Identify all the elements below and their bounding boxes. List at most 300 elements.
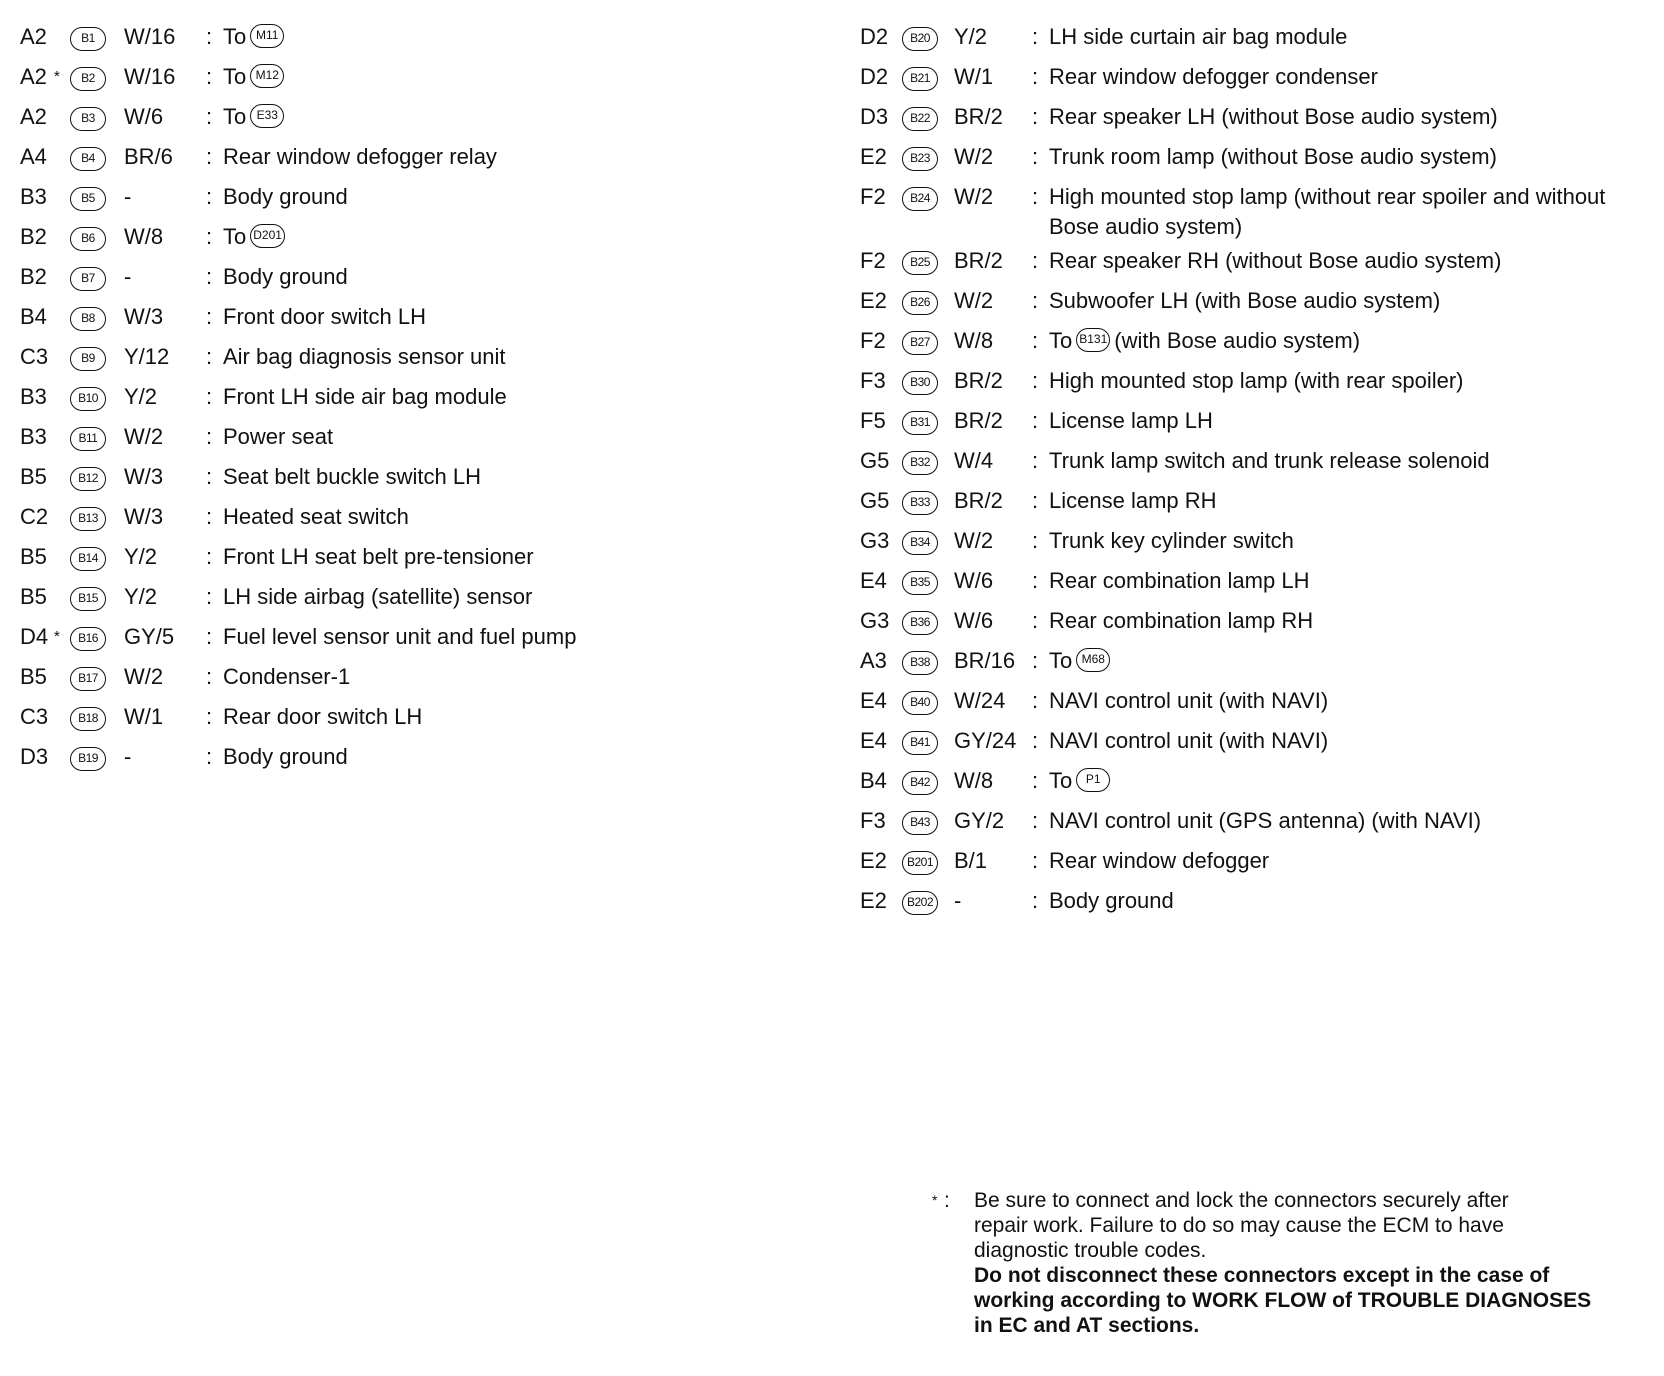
grid-ref: B5 xyxy=(20,544,47,569)
wire-color: Y/2 xyxy=(954,24,988,49)
connector-description xyxy=(1049,806,1481,836)
connector-row xyxy=(20,422,820,462)
connector-id-badge: B4 xyxy=(70,147,106,171)
colon-separator: : xyxy=(1032,728,1039,753)
grid-ref: A2 xyxy=(20,24,47,49)
connector-row xyxy=(860,726,1660,766)
wire-color: W/3 xyxy=(124,464,164,489)
reference-connector-badge: D201 xyxy=(250,224,285,248)
connector-description xyxy=(1049,846,1269,876)
reference-connector-badge: B131 xyxy=(1076,328,1110,352)
connector-row xyxy=(20,302,820,342)
connector-id-badge: B2 xyxy=(70,67,106,91)
description-text: Air bag diagnosis sensor unit xyxy=(223,344,506,369)
connector-row xyxy=(860,846,1660,886)
wire-color: BR/2 xyxy=(954,488,1003,513)
colon-separator: : xyxy=(1032,144,1039,169)
wire-color: W/6 xyxy=(954,568,994,593)
connector-row xyxy=(860,806,1660,846)
wire-color: - xyxy=(124,744,132,769)
connector-id-badge: B41 xyxy=(902,731,938,755)
description-text: Body ground xyxy=(1049,888,1174,913)
connector-row xyxy=(860,446,1660,486)
connector-id-badge: B32 xyxy=(902,451,938,475)
connector-row xyxy=(860,102,1660,142)
connector-row xyxy=(20,262,820,302)
connector-description xyxy=(1049,686,1328,716)
footnote-line: Be sure to connect and lock the connectors securely after xyxy=(974,1189,1509,1212)
connector-id-badge: B13 xyxy=(70,507,106,531)
colon-separator: : xyxy=(206,224,213,249)
colon-separator: : xyxy=(1032,648,1039,673)
colon-separator: : xyxy=(206,544,213,569)
reference-connector-badge: M11 xyxy=(250,24,284,48)
description-text: LH side airbag (satellite) sensor xyxy=(223,584,533,609)
colon-separator: : xyxy=(1032,184,1039,209)
colon-separator: : xyxy=(1032,768,1039,793)
grid-ref: F5 xyxy=(860,408,886,433)
colon-separator: : xyxy=(206,664,213,689)
left-connector-list xyxy=(20,22,820,782)
connector-id-badge: B19 xyxy=(70,747,106,771)
connector-row xyxy=(20,182,820,222)
wire-color: BR/2 xyxy=(954,248,1003,273)
grid-ref: B4 xyxy=(860,768,887,793)
connector-row xyxy=(860,182,1660,246)
description-text: NAVI control unit (with NAVI) xyxy=(1049,688,1329,713)
description-text: Condenser-1 xyxy=(223,664,351,689)
connector-id-badge: B38 xyxy=(902,651,938,675)
connector-id-badge: B24 xyxy=(902,187,938,211)
connector-id-badge: B36 xyxy=(902,611,938,635)
grid-ref: E2 xyxy=(860,848,887,873)
connector-id-badge: B8 xyxy=(70,307,106,331)
connector-description xyxy=(223,262,348,292)
wire-color: Y/2 xyxy=(124,584,158,609)
connector-row xyxy=(860,486,1660,526)
reference-connector-badge: E33 xyxy=(250,104,284,128)
description-text: To xyxy=(1049,328,1073,353)
connector-row xyxy=(860,22,1660,62)
colon-separator: : xyxy=(1032,104,1039,129)
colon-separator: : xyxy=(1032,248,1039,273)
wire-color: W/8 xyxy=(954,328,994,353)
connector-id-badge: B16 xyxy=(70,627,106,651)
connector-row xyxy=(20,142,820,182)
description-text: Power seat xyxy=(223,424,334,449)
connector-row xyxy=(860,142,1660,182)
grid-ref: B3 xyxy=(20,184,47,209)
wire-color: W/2 xyxy=(954,144,994,169)
connector-row xyxy=(20,702,820,742)
connector-row xyxy=(20,62,820,102)
footnote-line: diagnostic trouble codes. xyxy=(974,1239,1207,1262)
grid-ref: F2 xyxy=(860,248,886,273)
colon-separator: : xyxy=(206,704,213,729)
description-text: Trunk room lamp (without Bose audio system) xyxy=(1049,144,1497,169)
grid-ref: B2 xyxy=(20,264,47,289)
connector-id-badge: B20 xyxy=(902,27,938,51)
grid-ref: F3 xyxy=(860,368,886,393)
colon-separator: : xyxy=(1032,568,1039,593)
description-text: NAVI control unit (GPS antenna) (with NAVI) xyxy=(1049,808,1482,833)
wire-color: Y/2 xyxy=(124,384,158,409)
wire-color: W/2 xyxy=(124,664,164,689)
connector-row xyxy=(860,366,1660,406)
grid-ref: G3 xyxy=(860,608,890,633)
connector-id-badge: B17 xyxy=(70,667,106,691)
description-text: Rear window defogger xyxy=(1049,848,1270,873)
description-text: Rear speaker LH (without Bose audio system) xyxy=(1049,104,1498,129)
description-text: High mounted stop lamp (without rear spoiler and without xyxy=(1049,184,1606,209)
description-text: License lamp RH xyxy=(1049,488,1217,513)
grid-ref: B5 xyxy=(20,464,47,489)
wire-color: W/16 xyxy=(124,24,176,49)
colon-separator: : xyxy=(1032,408,1039,433)
connector-row xyxy=(860,62,1660,102)
description-text: Fuel level sensor unit and fuel pump xyxy=(223,624,577,649)
connector-description xyxy=(223,462,481,492)
connector-description xyxy=(1049,526,1294,556)
description-line2: Bose audio system) xyxy=(1049,214,1243,239)
grid-ref: B3 xyxy=(20,424,47,449)
wire-color: W/6 xyxy=(954,608,994,633)
footnote-bold-line: working according to WORK FLOW of TROUBLE DIAGNOSES xyxy=(974,1289,1592,1312)
connector-id-badge: B15 xyxy=(70,587,106,611)
wire-color: W/2 xyxy=(124,424,164,449)
colon-separator: : xyxy=(1032,808,1039,833)
connector-row xyxy=(860,406,1660,446)
connector-description xyxy=(1049,102,1498,132)
grid-ref: D3 xyxy=(20,744,49,769)
wire-color: W/16 xyxy=(124,64,176,89)
connector-description xyxy=(223,422,333,452)
wire-color: - xyxy=(124,264,132,289)
connector-description xyxy=(1049,62,1378,92)
colon-separator: : xyxy=(1032,608,1039,633)
connector-id-badge: B12 xyxy=(70,467,106,491)
colon-separator: : xyxy=(1032,688,1039,713)
connector-id-badge: B11 xyxy=(70,427,106,451)
connector-row xyxy=(20,742,820,782)
connector-description xyxy=(223,142,497,172)
connector-id-badge: B27 xyxy=(902,331,938,355)
colon-separator: : xyxy=(1032,528,1039,553)
footnote-body xyxy=(974,1188,1640,1338)
connector-id-badge: B14 xyxy=(70,547,106,571)
grid-ref: B5 xyxy=(20,664,47,689)
connector-id-badge: B26 xyxy=(902,291,938,315)
connector-row xyxy=(20,502,820,542)
footnote xyxy=(932,1188,1640,1338)
connector-id-badge: B201 xyxy=(902,851,938,875)
connector-row xyxy=(20,462,820,502)
connector-id-badge: B1 xyxy=(70,27,106,51)
grid-ref: B5 xyxy=(20,584,47,609)
description-text: Seat belt buckle switch LH xyxy=(223,464,482,489)
connector-row xyxy=(20,342,820,382)
description-suffix: (with Bose audio system) xyxy=(1114,328,1361,353)
footnote-bold-line: in EC and AT sections. xyxy=(974,1314,1200,1337)
description-text: Rear speaker RH (without Bose audio system) xyxy=(1049,248,1502,273)
description-text: Trunk lamp switch and trunk release solenoid xyxy=(1049,448,1490,473)
connector-id-badge: B3 xyxy=(70,107,106,131)
grid-ref: F2 xyxy=(860,328,886,353)
connector-description xyxy=(1049,606,1313,636)
wire-color: W/3 xyxy=(124,304,164,329)
connector-description xyxy=(1049,142,1497,172)
grid-ref: B2 xyxy=(20,224,47,249)
connector-id-badge: B35 xyxy=(902,571,938,595)
wire-color: GY/5 xyxy=(124,624,175,649)
colon-separator: : xyxy=(206,504,213,529)
connector-description xyxy=(1049,766,1114,796)
connector-row xyxy=(20,582,820,622)
connector-id-badge: B23 xyxy=(902,147,938,171)
wire-color: W/2 xyxy=(954,184,994,209)
wire-color: - xyxy=(124,184,132,209)
connector-description xyxy=(1049,326,1360,356)
colon-separator: : xyxy=(206,64,213,89)
colon-separator: : xyxy=(1032,368,1039,393)
description-text: License lamp LH xyxy=(1049,408,1213,433)
colon-separator: : xyxy=(1032,288,1039,313)
colon-separator: : xyxy=(1032,328,1039,353)
connector-row xyxy=(860,646,1660,686)
colon-separator: : xyxy=(1032,888,1039,913)
wire-color: W/1 xyxy=(954,64,994,89)
colon-separator: : xyxy=(206,384,213,409)
connector-description xyxy=(223,302,426,332)
connector-id-badge: B42 xyxy=(902,771,938,795)
connector-description xyxy=(1049,726,1328,756)
wire-color: BR/2 xyxy=(954,104,1003,129)
connector-description xyxy=(1049,406,1213,436)
connector-row xyxy=(860,686,1660,726)
connector-description xyxy=(1049,886,1174,916)
grid-ref: D3 xyxy=(860,104,889,129)
connector-row xyxy=(20,222,820,262)
colon-separator: : xyxy=(206,624,213,649)
description-text: LH side curtain air bag module xyxy=(1049,24,1348,49)
connector-row xyxy=(860,886,1660,926)
grid-ref: E4 xyxy=(860,688,887,713)
connector-id-badge: B25 xyxy=(902,251,938,275)
wire-color: W/2 xyxy=(954,288,994,313)
colon-separator: : xyxy=(1032,64,1039,89)
grid-ref: D2 xyxy=(860,64,889,89)
connector-row xyxy=(860,326,1660,366)
colon-separator: : xyxy=(206,104,213,129)
connector-description xyxy=(223,502,409,532)
connector-id-badge: B33 xyxy=(902,491,938,515)
wire-color: B/1 xyxy=(954,848,988,873)
connector-description xyxy=(223,542,534,572)
wire-color: W/3 xyxy=(124,504,164,529)
connector-description xyxy=(223,22,288,52)
grid-ref: F3 xyxy=(860,808,886,833)
grid-ref: G5 xyxy=(860,448,890,473)
description-text: Trunk key cylinder switch xyxy=(1049,528,1294,553)
connector-id-badge: B7 xyxy=(70,267,106,291)
grid-ref: A4 xyxy=(20,144,47,169)
footnote-star: * xyxy=(932,1192,938,1208)
description-text: Rear door switch LH xyxy=(223,704,423,729)
connector-description xyxy=(223,742,348,772)
grid-ref: C2 xyxy=(20,504,49,529)
connector-row xyxy=(20,662,820,702)
grid-ref: G5 xyxy=(860,488,890,513)
grid-ref: B3 xyxy=(20,384,47,409)
wire-color: BR/16 xyxy=(954,648,1016,673)
connector-id-badge: B10 xyxy=(70,387,106,411)
connector-id-badge: B18 xyxy=(70,707,106,731)
connector-row xyxy=(860,606,1660,646)
colon-separator: : xyxy=(1032,488,1039,513)
grid-ref: A3 xyxy=(860,648,887,673)
reference-connector-badge: P1 xyxy=(1076,768,1110,792)
reference-connector-badge: M12 xyxy=(250,64,284,88)
connector-description xyxy=(223,622,576,652)
grid-ref: C3 xyxy=(20,704,49,729)
wire-color: W/6 xyxy=(124,104,164,129)
description-text: Body ground xyxy=(223,184,348,209)
connector-id-badge: B30 xyxy=(902,371,938,395)
connector-description xyxy=(1049,286,1440,316)
description-text: Subwoofer LH (with Bose audio system) xyxy=(1049,288,1441,313)
connector-description xyxy=(1049,22,1347,52)
description-text: Rear combination lamp RH xyxy=(1049,608,1314,633)
footnote-bold-line: Do not disconnect these connectors except in the case of xyxy=(974,1264,1550,1287)
grid-ref: E4 xyxy=(860,568,887,593)
connector-description xyxy=(223,342,506,372)
wire-color: W/24 xyxy=(954,688,1006,713)
description-text: Front door switch LH xyxy=(223,304,426,329)
connector-id-badge: B34 xyxy=(902,531,938,555)
footnote-line: repair work. Failure to do so may cause the ECM to have xyxy=(974,1214,1504,1237)
description-text: High mounted stop lamp (with rear spoiler) xyxy=(1049,368,1464,393)
connector-row xyxy=(860,246,1660,286)
connector-description xyxy=(223,582,532,612)
description-text: To xyxy=(223,104,247,129)
colon-separator: : xyxy=(1032,848,1039,873)
connector-row xyxy=(20,382,820,422)
colon-separator: : xyxy=(1032,24,1039,49)
colon-separator: : xyxy=(206,584,213,609)
wire-color: W/4 xyxy=(954,448,994,473)
connector-row xyxy=(860,286,1660,326)
connector-description xyxy=(1049,182,1605,242)
connector-description xyxy=(223,102,288,132)
wire-color: W/8 xyxy=(954,768,994,793)
connector-row xyxy=(860,566,1660,606)
connector-description xyxy=(1049,646,1114,676)
description-text: To xyxy=(223,224,247,249)
connector-id-badge: B31 xyxy=(902,411,938,435)
footnote-colon: : xyxy=(944,1189,950,1212)
description-text: To xyxy=(1049,648,1073,673)
connector-description xyxy=(223,382,507,412)
grid-ref: D2 xyxy=(860,24,889,49)
colon-separator: : xyxy=(206,344,213,369)
star-marker: * xyxy=(54,68,60,85)
colon-separator: : xyxy=(206,24,213,49)
description-text: Rear window defogger relay xyxy=(223,144,497,169)
grid-ref: E2 xyxy=(860,144,887,169)
connector-row xyxy=(860,526,1660,566)
connector-description xyxy=(223,702,422,732)
grid-ref: G3 xyxy=(860,528,890,553)
description-text: To xyxy=(223,24,247,49)
reference-connector-badge: M68 xyxy=(1076,648,1110,672)
grid-ref: A2 xyxy=(20,104,47,129)
connector-row xyxy=(20,622,820,662)
grid-ref: E4 xyxy=(860,728,887,753)
connector-row xyxy=(860,766,1660,806)
connector-description xyxy=(223,222,289,252)
description-text: Front LH side air bag module xyxy=(223,384,507,409)
right-connector-list xyxy=(860,22,1660,926)
wire-color: BR/6 xyxy=(124,144,173,169)
wire-color: - xyxy=(954,888,962,913)
description-text: To xyxy=(223,64,247,89)
grid-ref: E2 xyxy=(860,888,887,913)
grid-ref: A2 xyxy=(20,64,47,89)
colon-separator: : xyxy=(206,264,213,289)
description-text: To xyxy=(1049,768,1073,793)
connector-id-badge: B5 xyxy=(70,187,106,211)
connector-description xyxy=(223,662,350,692)
colon-separator: : xyxy=(206,464,213,489)
wire-color: Y/12 xyxy=(124,344,170,369)
connector-id-badge: B21 xyxy=(902,67,938,91)
grid-ref: C3 xyxy=(20,344,49,369)
colon-separator: : xyxy=(206,184,213,209)
colon-separator: : xyxy=(206,144,213,169)
connector-id-badge: B40 xyxy=(902,691,938,715)
wire-color: BR/2 xyxy=(954,368,1003,393)
description-text: Body ground xyxy=(223,744,348,769)
connector-description xyxy=(1049,366,1464,396)
grid-ref: B4 xyxy=(20,304,47,329)
wire-color: GY/2 xyxy=(954,808,1005,833)
connector-description xyxy=(1049,446,1490,476)
connector-row xyxy=(20,102,820,142)
colon-separator: : xyxy=(206,424,213,449)
grid-ref: E2 xyxy=(860,288,887,313)
connector-description xyxy=(1049,566,1309,596)
description-text: Rear window defogger condenser xyxy=(1049,64,1378,89)
wire-color: W/8 xyxy=(124,224,164,249)
connector-id-badge: B9 xyxy=(70,347,106,371)
connector-row xyxy=(20,22,820,62)
grid-ref: F2 xyxy=(860,184,886,209)
connector-description xyxy=(223,182,348,212)
wire-color: GY/24 xyxy=(954,728,1017,753)
connector-description xyxy=(1049,486,1217,516)
wire-color: BR/2 xyxy=(954,408,1003,433)
wire-color: W/1 xyxy=(124,704,164,729)
description-text: Heated seat switch xyxy=(223,504,409,529)
star-marker: * xyxy=(54,628,60,645)
description-text: Rear combination lamp LH xyxy=(1049,568,1310,593)
colon-separator: : xyxy=(206,744,213,769)
connector-id-badge: B22 xyxy=(902,107,938,131)
connector-description xyxy=(223,62,288,92)
connector-id-badge: B202 xyxy=(902,891,938,915)
colon-separator: : xyxy=(1032,448,1039,473)
wire-color: Y/2 xyxy=(124,544,158,569)
